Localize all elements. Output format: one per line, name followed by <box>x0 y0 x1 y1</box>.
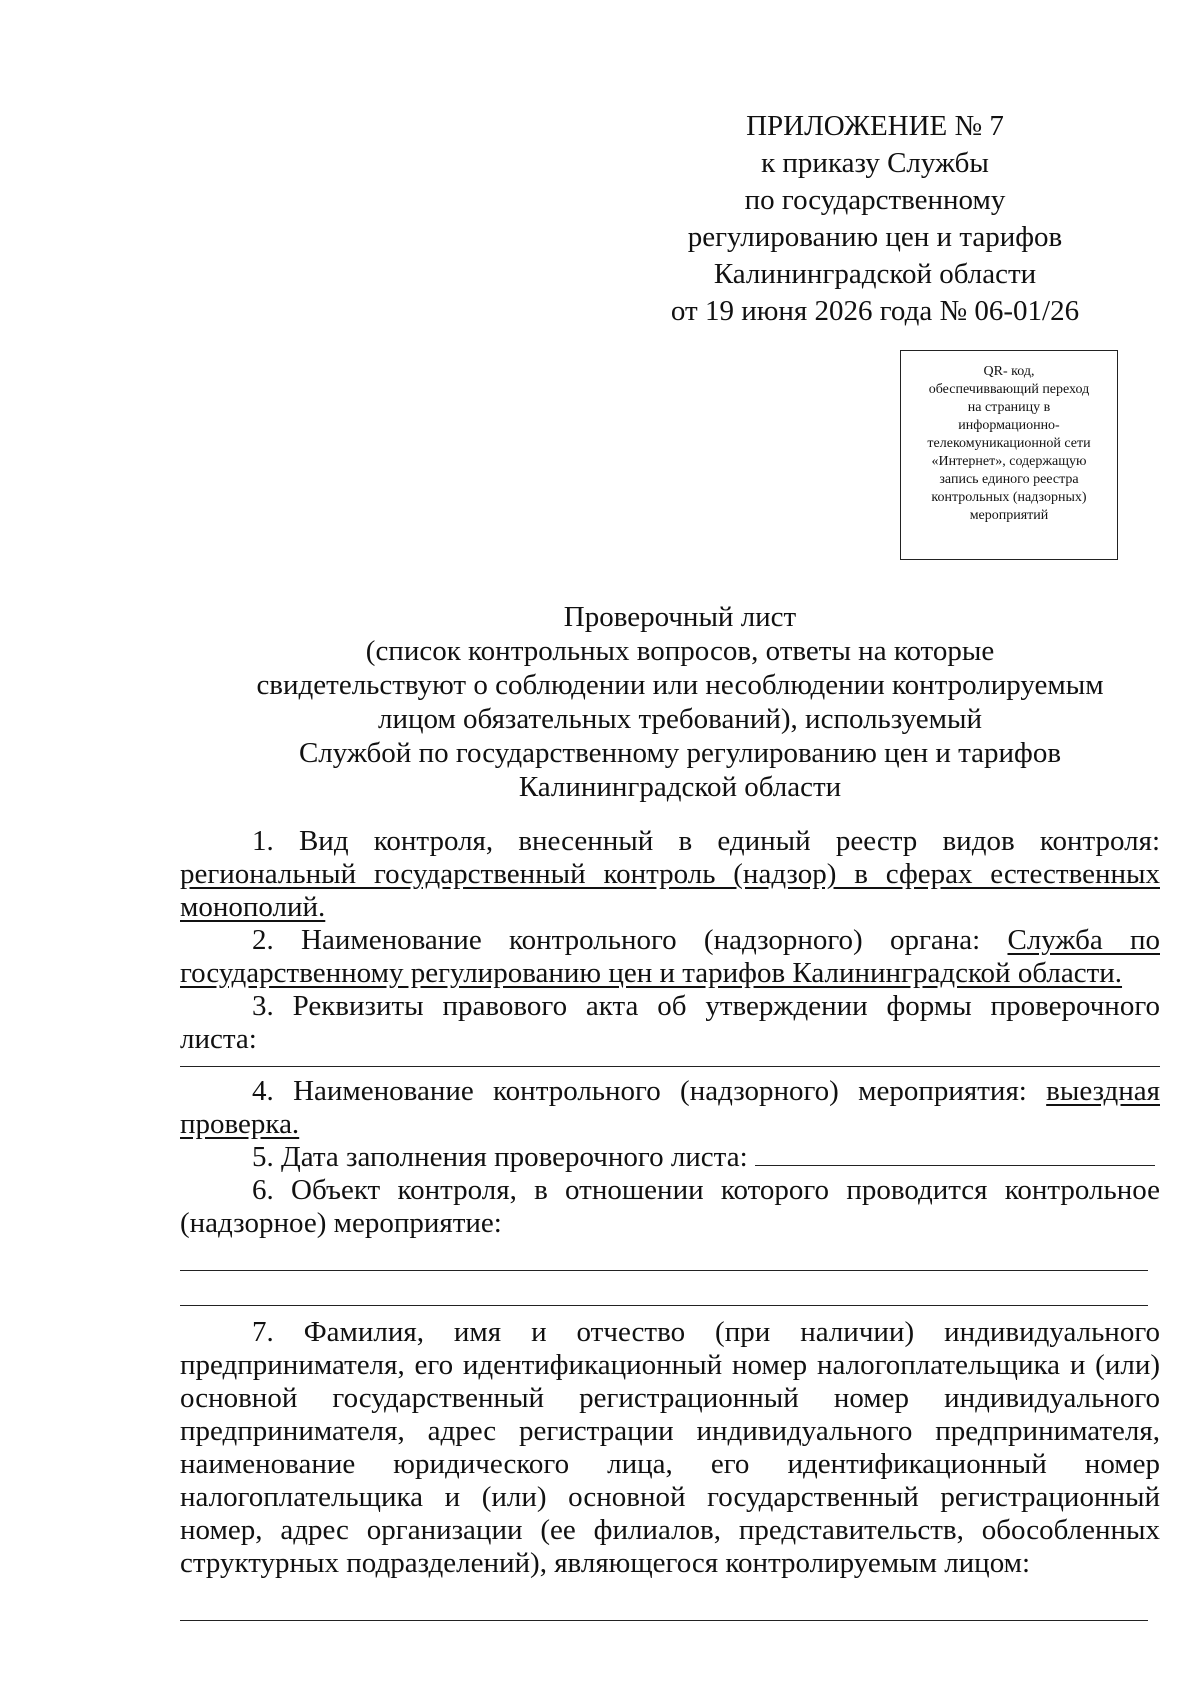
appendix-number: ПРИЛОЖЕНИЕ № 7 <box>746 110 1004 142</box>
control-object-fill-line-1[interactable] <box>180 1270 1148 1271</box>
title-line: лицом обязательных требований), используемый <box>378 703 982 735</box>
qr-text-line: запись единого реестра <box>939 472 1079 487</box>
title-line: Калининградской области <box>518 771 842 803</box>
qr-code-placeholder <box>900 350 1118 560</box>
item-legal-act: 3. Реквизиты правового акта об утверждении формы проверочного листа: <box>180 990 1160 1055</box>
item-control-type: 1. Вид контроля, внесенный в единый реестр видов контроля: региональный государственный контроль (надзор) в сферах естественных монополий. <box>180 825 1160 923</box>
title-line: (список контрольных вопросов, ответы на которые <box>365 635 995 667</box>
appendix-order-ref: к приказу Службы <box>761 147 989 179</box>
qr-text-line: контрольных (надзорных) <box>931 490 1087 505</box>
appendix-header <box>660 108 1090 330</box>
controlled-person-fill-line[interactable] <box>180 1620 1148 1621</box>
qr-text-line: на страницу в <box>967 400 1051 415</box>
title-line: свидетельствуют о соблюдении или несоблюдении контролируемым <box>256 669 1104 701</box>
qr-text-line: «Интернет», содержащую <box>931 454 1087 469</box>
qr-text-line: QR- код, <box>983 364 1035 379</box>
title-line: Службой по государственному регулированию цен и тарифов <box>298 737 1062 769</box>
control-type-value: региональный государственный контроль (надзор) в сферах естественных монополий. <box>180 858 1160 923</box>
document-title <box>180 600 1180 804</box>
checklist-body <box>180 825 1160 1621</box>
qr-text-line: обеспечиввающий переход <box>928 382 1090 397</box>
authority-name-value: Служба по государственному регулированию цен и тарифов Калининградской области. <box>180 924 1160 989</box>
appendix-agency-line2: регулированию цен и тарифов <box>687 221 1063 253</box>
item-control-object: 6. Объект контроля, в отношении которого проводится контрольное (надзорное) мероприятие: <box>180 1174 1160 1239</box>
qr-text-line: информационно- <box>958 418 1060 433</box>
qr-text-line: телекомуникационной сети <box>927 436 1091 451</box>
item-event-name: 4. Наименование контрольного (надзорного) мероприятия: выездная проверка. <box>180 1075 1160 1140</box>
item-authority-name: 2. Наименование контрольного (надзорного) органа: Служба по государственному регулированию цен и тарифов Калининградской области. <box>180 924 1160 989</box>
appendix-agency-line3: Калининградской области <box>713 258 1037 290</box>
item-controlled-person: 7. Фамилия, имя и отчество (при наличии) индивидуального предпринимателя, его идентификационный номер налогоплательщика и (или) основной государственный регистрационный номер индивидуального предпринимателя, адрес регистрации индивидуального предпринимателя, наименование юридического лица, его идентификационный номер налогоплательщика и (или) основной государственный регистрационный номер, адрес организации (ее филиалов, представительств, обособленных структурных подразделений), являющегося контролируемым лицом: <box>180 1316 1160 1579</box>
event-name-value: выездная проверка. <box>180 1075 1160 1140</box>
appendix-agency-line1: по государственному <box>744 184 1006 216</box>
legal-act-fill-line[interactable] <box>180 1066 1160 1067</box>
fill-date-line[interactable] <box>755 1143 1155 1166</box>
qr-text-line: мероприятий <box>969 508 1049 523</box>
title-line: Проверочный лист <box>563 601 797 633</box>
control-object-fill-line-2[interactable] <box>180 1305 1148 1306</box>
appendix-order-date: от 19 июня 2026 года № 06-01/26 <box>670 295 1080 327</box>
item-fill-date: 5. Дата заполнения проверочного листа: <box>180 1141 1160 1174</box>
